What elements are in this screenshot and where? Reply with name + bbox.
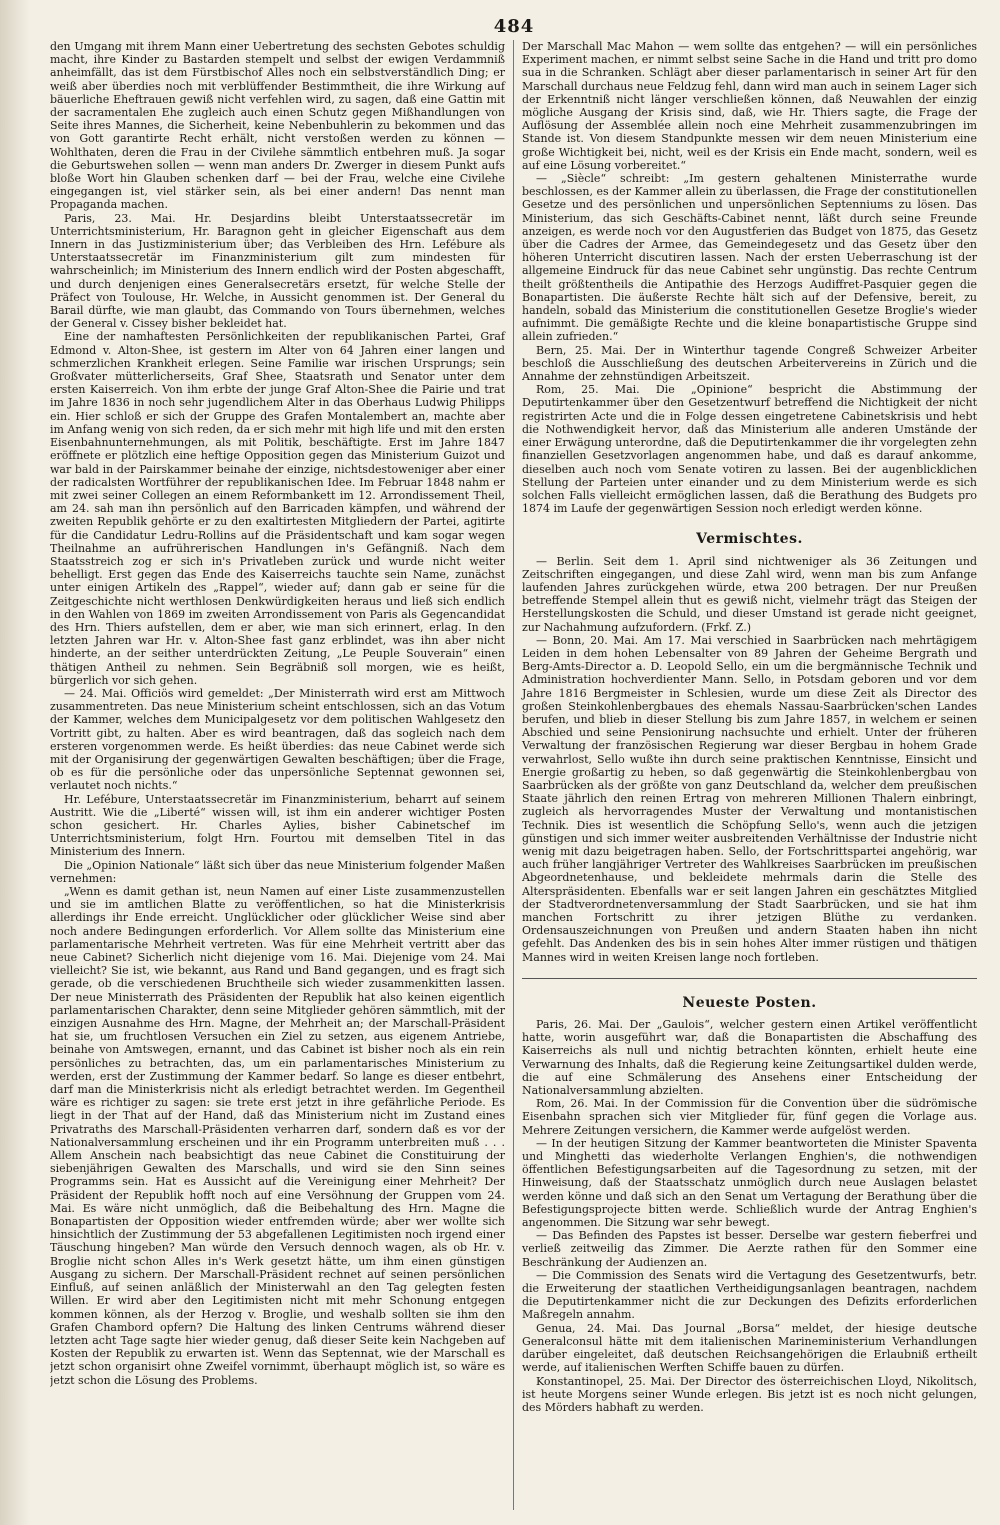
paragraph: — Die Commission des Senats wird die Vertagung des Gesetzentwurfs, betr. die Erweiterung der staatlichen Vertheidigungsanlagen beantragen, nachdem die Deputirtenkammer nicht die zur Deckungen des Defizits erforderlichen Maßregeln annahm.: [522, 1268, 977, 1322]
left-column: [50, 40, 514, 1510]
paragraph: — Das Befinden des Papstes ist besser. Derselbe war gestern fieberfrei und verließ zeitweilig das Zimmer. Die Aerzte rathen für den Sommer eine Beschränkung der Audienzen an.: [522, 1229, 977, 1269]
right-column: [514, 40, 977, 1510]
paragraph: Hr. Lefébure, Unterstaatssecretär im Finanzministerium, beharrt auf seinem Austritt. Wie die „Liberté“ wissen will, ist ihm ein anderer wichtiger Posten schon gesichert. Hr. Charles Aylies, bisher Cabinetschef im Unterrichtsministerium, folgt Hrn. Fourtou mit demselben Titel in das Ministerium des Innern.: [50, 792, 505, 859]
paragraph: „Wenn es damit gethan ist, neun Namen auf einer Liste zusammenzustellen und sie im amtlichen Blatte zu veröffentlichen, so hat die Ministerkrisis allerdings ihr Ende erreicht. Unglücklicher oder glücklicher Weise sind aber noch andere Bedingungen erforderlich. Vor Allem sollte das Ministerium eine parlamentarische Mehrheit vertreten. Was für eine Mehrheit vertritt aber das neue Cabinet? Sicherlich nicht diejenige vom 16. Mai. Diejenige vom 24. Mai vielleicht? Sie ist, wie bekannt, aus Rand und Band gegangen, und es fragt sich gerade, ob die verschiedenen Bruchtheile sich wieder zusammenkitten lassen. Der neue Ministerrath des Präsidenten der Republik hat also keinen eigentlich parlamentarischen Charakter, denn seine Mitglieder gehören sämmtlich, mit der einzigen Ausnahme des Hrn. Magne, der Mehrheit an; der Marschall-Präsident hat sie, um fruchtlosen Versuchen ein Ziel zu setzen, aus eigenem Antriebe, beinahe von Amtswegen, ernannt, und das Cabinet ist bisher noch als ein rein persönliches zu betrachten, das, um ein parlamentarisches Ministerium zu werden, erst der Zustimmung der Kammer bedarf. So lange es dieser entbehrt, darf man die Ministerkrisis nicht als erledigt betrachtet werden. Im Gegentheil wäre es richtiger zu sagen: sie trete erst jetzt in ihre gefährliche Periode. Es liegt in der That auf der Hand, daß das Ministerium nicht im Zustand eines Privatraths des Marschall-Präsidenten verharren darf, sondern daß es vor der Nationalversammlung erscheinen und ihr ein Programm unterbreiten muß . . . Allem Anschein nach beabsichtigt das neue Cabinet die Constituirung der siebenjährigen Gewalten des Marschalls, und wird sie den Sinn seines Programms sein. Hat es Aussicht auf die Vereinigung einer Mehrheit? Der Präsident der Republik hofft noch auf eine Versöhnung der Gruppen vom 24. Mai. Es wäre nicht unmöglich, daß die Beibehaltung des Hrn. Magne die Bonapartisten der Opposition wieder entfremden würde; aber wer wollte sich hinsichtlich der Zustimmung der 53 abgefallenen Legitimisten noch irgend einer Täuschung hingeben? Man würde den Versuch dennoch wagen, als ob Hr. v. Broglie nicht schon Alles in's Werk gesetzt hätte, um ihm einen günstigen Ausgang zu sichern. Der Marschall-Präsident rechnet auf seinen persönlichen Einfluß, auf seinen anläßlich der Ministerwahl an den Tag gelegten festen Willen. Er wird aber den Legitimisten nicht mit mehr Schonung entgegen kommen können, als der Herzog v. Broglie, und weshalb sollten sie ihm den Grafen Chambord opfern? Die Haltung des linken Centrums während dieser letzten acht Tage sagte hier wieder genug, daß dieser Seite kein Nachgeben auf Kosten der Republik zu erwarten ist. Wenn das Septennat, wie der Marschall es jetzt schon organisirt ohne Zweifel vornimmt, überhaupt möglich ist, so wäre es jetzt schon die Lösung des Problems.: [50, 885, 505, 1387]
paragraph: — Bonn, 20. Mai. Am 17. Mai verschied in Saarbrücken nach mehrtägigem Leiden in dem hohen Lebensalter von 89 Jahren der Geheime Bergrath und Berg-Amts-Director a. D. Leopold Sello, ein um die bergmännische Technik und Administration hochverdienter Mann. Sello, in Potsdam geboren und vor dem Jahre 1816 Bergmeister in Schlesien, wurde um diese Zeit als Director des großen Steinkohlenbergbaues des ehemals Nassau-Saarbrücken'schen Landes berufen, und blieb in dieser Stellung bis zum Jahre 1857, in welchem er seinen Abschied und seine Pensionirung nachsuchte und erhielt. Unter der früheren Verwaltung der französischen Regierung war dieser Bergbau in hohem Grade verwahrlost, Sello wußte ihn durch seine praktischen Kenntnisse, Einsicht und Energie großartig zu heben, so daß gegenwärtig die Steinkohlenbergbau von Saarbrücken als der größte von ganz Deutschland da, welcher dem preußischen Staate jährlich den reinen Ertrag von mehreren Millionen Thalern einbringt, zugleich als hervorragendes Muster der Verwaltung und montanistischen Technik. Dies ist wesentlich die Schöpfung Sello's, wenn auch die jetzigen günstigen und sich immer weiter ausbreitenden Verhältnisse der Industrie nicht wenig mit dazu beigetragen haben. Sello, der Fortschrittspartei angehörig, war auch früher langjähriger Vertreter des Wahlkreises Saarbrücken im preußischen Abgeordnetenhause, und bekleidete mehrmals darin die Stelle des Alterspräsidenten. Ebenfalls war er seit langen Jahren ein geschätztes Mitglied der Stadtverordnetenversammlung der Stadt Saarbrücken, und sie hat ihm manchen Fortschritt zu ihrer jetzigen Blüthe zu verdanken. Ordensauszeichnungen von Preußen und andern Staaten haben ihn nicht gefehlt. Das Andenken des bis in sein hohes Alter immer rüstigen und thätigen Mannes wird in weiten Kreisen lange noch fortleben.: [522, 633, 977, 964]
paragraph: — Berlin. Seit dem 1. April sind nichtweniger als 36 Zeitungen und Zeitschriften eingegangen, und diese Zahl wird, wenn man bis zum Anfange laufenden Jahres zurückgehen würde, etwa 200 betragen. Der nur Preußen betreffende Stempel allein thut es gewiß nicht, vielmehr trägt das Steigen der Herstellungskosten die Schuld, und dieser Umstand ist gerade nicht geeignet, zur Nachahmung aufzufordern. (Frkf. Z.): [522, 554, 977, 634]
paragraph: Der Marschall Mac Mahon — wem sollte das entgehen? — will ein persönliches Experiment machen, er nimmt selbst seine Sache in die Hand und tritt pro domo sua in die Schranken. Schlägt aber dieser parlamentarisch in seiner Art für den Marschall durchaus neue Feldzug fehl, dann wird man auch in seinem Lager sich der Erkenntniß nicht länger verschließen können, daß Neuwahlen der einzig mögliche Ausgang der Krisis sind, daß, wie Hr. Thiers sagte, die Frage der Auflösung der Assemblée allein noch eine Mehrheit zusammenzubringen im Stande ist. Von diesem Standpunkte messen wir dem neuen Ministerium eine große Wichtigkeit bei, nicht, weil es der Krisis ein Ende macht, sondern, weil es auf eine Lösung vorbereitet.“: [522, 40, 977, 172]
paragraph: Genua, 24. Mai. Das Journal „Borsa“ meldet, der hiesige deutsche Generalconsul hätte mit dem italienischen Marineministerium Verhandlungen darüber eingeleitet, daß deutschen Reichsangehörigen die Erlaubniß ertheilt werde, auf italienischen Werften Schiffe bauen zu dürfen.: [522, 1321, 977, 1375]
section-heading-neueste-posten: Neueste Posten.: [682, 994, 817, 1011]
paragraph: Bern, 25. Mai. Der in Winterthur tagende Congreß Schweizer Arbeiter beschloß die Ausschließung des deutschen Arbeitervereins in Zürich und die Annahme der zehnstündigen Arbeitszeit.: [522, 343, 977, 384]
paragraph: — 24. Mai. Officiös wird gemeldet: „Der Ministerrath wird erst am Mittwoch zusammentreten. Das neue Ministerium scheint entschlossen, sich an das Votum der Kammer, welches dem Municipalgesetz vor dem politischen Wahlgesetz den Vortritt gibt, zu halten. Aber es wird beantragen, daß das sogleich nach dem ersteren vorgenommen werde. Es heißt überdies: das neue Cabinet werde sich mit der Organisirung der gegenwärtigen Gewalten beschäftigen; über die Frage, ob es für die persönliche oder das unpersönliche Septennat gewonnen sei, verlautet noch nichts.“: [50, 686, 505, 793]
paragraph: Paris, 26. Mai. Der „Gaulois“, welcher gestern einen Artikel veröffentlicht hatte, worin ausgeführt war, daß die Bonapartisten die Abschaffung des Kaiserreichs als null und nichtig betrachten könnten, erhielt heute eine Verwarnung des Inhalts, daß die Regierung keine Zeitungsartikel dulden werde, die auf eine Schmälerung des Ansehens einer Entscheidung der Nationalversammlung abzielten.: [522, 1018, 977, 1098]
divider: [522, 978, 977, 979]
paragraph: Die „Opinion Nationale“ läßt sich über das neue Ministerium folgender Maßen vernehmen:: [50, 858, 505, 885]
paragraph: den Umgang mit ihrem Mann einer Uebertretung des sechsten Gebotes schuldig macht, ihre Kinder zu Bastarden stempelt und selbst der ewigen Verdammniß anheimfällt, das ist dem Fürstbischof Alles noch ein selbstverständlich Ding; er weiß aber überdies noch mit verblüffender Bestimmtheit, die ihre Wirkung auf bäuerliche Eheftrauen gewiß nicht verfehlen wird, zu sagen, daß eine Gattin mit der sacramentalen Ehe zugleich auch einen Schutz gegen Mißhandlungen von Seite ihres Mannes, die Sicherheit, keine Nebenbuhlerin zu bekommen und das von Gott garantirte Recht erhält, nicht verstoßen werden zu können — Wohlthaten, deren die Frau in der Civilehe sämmtlich entbehren muß. Ja sogar die Geburtswehen sollen — wenn man anders Dr. Zwerger in diesem Punkt aufs bloße Wort hin Glauben schenken darf — bei der Frau, welche eine Civilehe eingegangen ist, viel stärker sein, als bei einer andern! Das nennt man Propaganda machen.: [50, 40, 505, 212]
paragraph: Rom, 26. Mai. In der Commission für die Convention über die südrömische Eisenbahn sprachen sich vier Mitglieder für, fünf gegen die Vorlage aus. Mehrere Zeitungen versichern, die Kammer werde aufgelöst werden.: [522, 1097, 977, 1137]
paragraph: Konstantinopel, 25. Mai. Der Director des österreichischen Lloyd, Nikolitsch, ist heute Morgens seiner Wunde erlegen. Bis jetzt ist es noch nicht gelungen, des Mörders habhaft zu werden.: [522, 1374, 977, 1414]
text-columns: [50, 40, 978, 1510]
page-number: 484: [493, 16, 535, 37]
section-heading-vermischtes: Vermischtes.: [696, 531, 803, 548]
paragraph: Eine der namhaftesten Persönlichkeiten der republikanischen Partei, Graf Edmond v. Alton-Shee, ist gestern im Alter von 64 Jahren einer langen und schmerzlichen Krankheit erlegen. Seine Familie war irischen Ursprungs; sein Großvater mütterlicherseits, Graf Shee, Staatsrath und Senator unter dem ersten Kaiserreich. Von ihm erbte der junge Graf Alton-Shee die Pairie und trat im Jahre 1836 in noch sehr jugendlichem Alter in das Oberhaus Ludwig Philipps ein. Hier schloß er sich der Gruppe des Grafen Montalembert an, machte aber im Anfang wenig von sich reden, da er sich mehr mit high life und mit den ersten Eisenbahnunternehmungen, als mit Politik, beschäftigte. Erst im Jahre 1847 eröffnete er plötzlich eine heftige Opposition gegen das Ministerium Guizot und war bald in der Pairskammer beinahe der einzige, nichtsdestoweniger aber einer der radicalsten Wortführer der republikanischen Idee. Im Februar 1848 nahm er mit zwei seiner Collegen an einem Reformbankett im 12. Arrondissement Theil, am 24. sah man ihn persönlich auf den Barricaden kämpfen, und während der zweiten Republik gehörte er zu den exaltirtesten Mitgliedern der Partei, agitirte für die Candidatur Ledru-Rollins auf die Präsidentschaft und kam sogar wegen Theilnahme an aufrührerischen Handlungen in's Gefängniß. Nach dem Staatsstreich zog er sich in's Privatleben zurück und wurde nicht weiter behelligt. Erst gegen das Ende des Kaiserreichs tauchte sein Name, zunächst unter einigen Artikeln des „Rappel“, wieder auf; dann gab er seine für die Zeitgeschichte nicht werthlosen Denkwürdigkeiten heraus und ließ sich endlich in den Wahlen von 1869 im zweiten Arrondissement von Paris als Gegencandidat des Hrn. Thiers aufstellen, dem er aber, wie man sich erinnert, erlag. In den letzten Jahren war Hr. v. Alton-Shee fast ganz erblindet, was ihn aber nicht hinderte, an der seither unterdrückten Zeitung, „Le Peuple Souverain“ einen thätigen Antheil zu nehmen. Sein Begräbniß soll morgen, wie es heißt, bürgerlich vor sich gehen.: [50, 330, 505, 687]
paragraph: Rom, 25. Mai. Die „Opinione“ bespricht die Abstimmung der Deputirtenkammer über den Gesetzentwurf betreffend die Nichtigkeit der nicht registrirten Acte und die in Folge dessen eingetretene Cabinetskrisis und hebt die Nothwendigkeit hervor, daß das Ministerium alle anderen Umstände der einer Erwägung unterordne, daß die Deputirtenkammer die ihr vorgelegten zehn finanziellen Gesetzvorlagen angenommen habe, und daß es darauf ankomme, dieselben auch noch vom Senate votiren zu lassen. Bei der augenblicklichen Stellung der Parteien unter einander und zu dem Ministerium werde es sich solchen Falls vielleicht ermöglichen lassen, daß die Berathung des Budgets pro 1874 im Laufe der gegenwärtigen Session noch erledigt werden könne.: [522, 383, 977, 516]
paragraph: — In der heutigen Sitzung der Kammer beantworteten die Minister Spaventa und Minghetti das wiederholte Verlangen Enghien's, die nothwendigen öffentlichen Befestigungsarbeiten auf die Tagesordnung zu setzen, mit der Hinweisung, daß der Staatsschatz unmöglich durch neue Auslagen belastet werden könne und daß sich an den Senat um Vertagung der Berathung über die Befestigungsprojecte bitten werde. Schließlich wurde der Antrag Enghien's angenommen. Die Sitzung war sehr bewegt.: [522, 1136, 977, 1230]
paragraph: — „Siècle“ schreibt: „Im gestern gehaltenen Ministerrathe wurde beschlossen, es der Kammer allein zu überlassen, die Frage der constitutionellen Gesetze und des persönlichen und unpersönlichen Septenniums zu lösen. Das Ministerium, das sich Geschäfts-Cabinet nennt, läßt durch seine Freunde anzeigen, es werde noch vor den Augustferien das Budget von 1875, das Gesetz über die Cadres der Armee, das Gemeindegesetz und das Gesetz über den höheren Unterricht discutiren lassen. Nach der ersten Ueberraschung ist der allgemeine Eindruck für das neue Cabinet sehr ungünstig. Das rechte Centrum theilt größtentheils die Antipathie des Herzogs Audiffret-Pasquier gegen die Bonapartisten. Die äußerste Rechte hält sich auf der Defensive, bereit, zu handeln, sobald das Ministerium die constitutionellen Gesetze Broglie's wieder aufnimmt. Die gemäßigte Rechte und die kleine bonapartistische Gruppe sind allein zufrieden.“: [522, 172, 977, 344]
paragraph: Paris, 23. Mai. Hr. Desjardins bleibt Unterstaatssecretär im Unterrichtsministerium, Hr. Baragnon geht in gleicher Eigenschaft aus dem Innern in das Justizministerium über; das Verbleiben des Hrn. Lefébure als Unterstaatssecretär im Finanzministerium gilt zum mindesten für wahrscheinlich; im Ministerium des Innern endlich wird der Posten abgeschafft, und durch denjenigen eines Generalsecretärs ersetzt, für welche Stelle der Präfect von Toulouse, Hr. Welche, in Aussicht genommen ist. Der General du Barail dürfte, wie man glaubt, das Commando von Tours übernehmen, welches der General v. Cissey bisher bekleidet hat.: [50, 211, 505, 331]
page-edge-shadow: [0, 0, 30, 1525]
